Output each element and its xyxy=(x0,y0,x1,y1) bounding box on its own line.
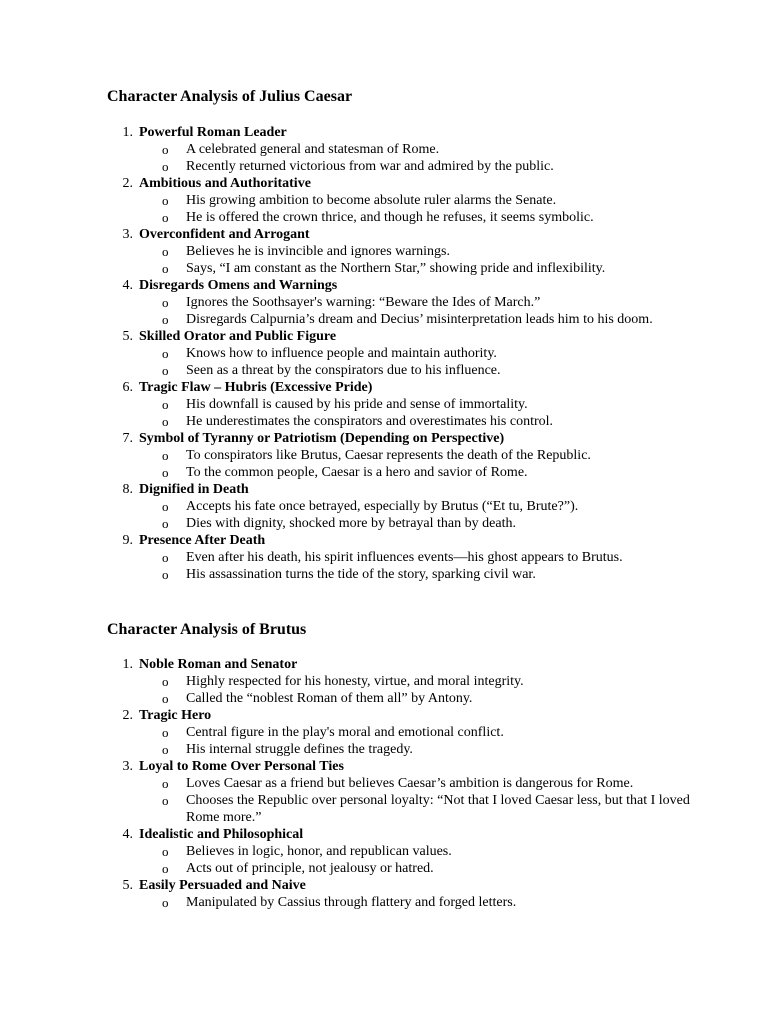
bullet-icon: o xyxy=(162,295,169,310)
sub-point-text: Central figure in the play's moral and emotional conflict. xyxy=(186,725,504,740)
sub-point xyxy=(113,209,693,226)
bullet-icon: o xyxy=(162,312,169,327)
brutus-traits-list xyxy=(113,656,693,911)
bullet-icon: o xyxy=(162,210,169,225)
bullet-icon: o xyxy=(162,674,169,689)
sub-point xyxy=(113,294,693,311)
sub-point-text: Manipulated by Cassius through flattery and forged letters. xyxy=(186,895,517,910)
sub-point xyxy=(113,775,693,792)
item-heading: Presence After Death xyxy=(139,533,266,548)
list-item xyxy=(113,226,693,277)
bullet-icon: o xyxy=(162,895,169,910)
sub-point-text: Says, “I am constant as the Northern Star,” showing pride and inflexibility. xyxy=(186,261,606,276)
sub-point xyxy=(113,311,693,328)
bullet-icon: o xyxy=(162,261,169,276)
item-number: 1. xyxy=(122,125,133,140)
sub-point-text: His assassination turns the tide of the story, sparking civil war. xyxy=(186,567,536,582)
sub-point xyxy=(113,894,693,911)
item-heading: Dignified in Death xyxy=(139,482,249,497)
item-number: 2. xyxy=(122,176,133,191)
bullet-icon: o xyxy=(162,414,169,429)
sub-point-text: He is offered the crown thrice, and though he refuses, it seems symbolic. xyxy=(186,210,594,225)
sub-point-text: He underestimates the conspirators and overestimates his control. xyxy=(186,414,554,429)
bullet-icon: o xyxy=(162,244,169,259)
sub-points-list xyxy=(113,192,693,226)
section-title-caesar xyxy=(93,87,352,107)
sub-point xyxy=(113,741,693,758)
sub-point-text: His downfall is caused by his pride and sense of immortality. xyxy=(186,397,528,412)
sub-points-list xyxy=(113,673,693,707)
list-item xyxy=(113,758,693,826)
sub-point xyxy=(113,413,693,430)
sub-point xyxy=(113,260,693,277)
item-heading: Noble Roman and Senator xyxy=(139,657,298,672)
list-item xyxy=(113,124,693,175)
sub-points-list xyxy=(113,396,693,430)
bullet-icon: o xyxy=(162,142,169,157)
bullet-icon: o xyxy=(162,776,169,791)
sub-point-text: Believes in logic, honor, and republican values. xyxy=(186,844,452,859)
sub-point xyxy=(113,515,693,532)
bullet-icon: o xyxy=(162,725,169,740)
item-heading: Disregards Omens and Warnings xyxy=(139,278,338,293)
sub-points-list xyxy=(113,775,693,826)
bullet-icon: o xyxy=(162,499,169,514)
sub-point-text: Seen as a threat by the conspirators due to his influence. xyxy=(186,363,501,378)
sub-point-text: Disregards Calpurnia’s dream and Decius’ misinterpretation leads him to his doom. xyxy=(186,312,653,327)
sub-point-text: Chooses the Republic over personal loyalty: “Not that I loved Caesar less, but that I loved Rome more.” xyxy=(186,793,690,825)
bullet-icon: o xyxy=(162,567,169,582)
list-item xyxy=(113,481,693,532)
sub-point xyxy=(113,141,693,158)
sub-point xyxy=(113,158,693,175)
list-item xyxy=(113,379,693,430)
sub-point xyxy=(113,345,693,362)
sub-point-text: To conspirators like Brutus, Caesar represents the death of the Republic. xyxy=(186,448,591,463)
item-heading: Tragic Hero xyxy=(139,708,212,723)
sub-point xyxy=(113,396,693,413)
sub-point-text: Loves Caesar as a friend but believes Caesar’s ambition is dangerous for Rome. xyxy=(186,776,634,791)
sub-point-text: Believes he is invincible and ignores warnings. xyxy=(186,244,450,259)
list-item xyxy=(113,328,693,379)
sub-point xyxy=(113,549,693,566)
sub-point xyxy=(113,673,693,690)
sub-point-text: Accepts his fate once betrayed, especially by Brutus (“Et tu, Brute?”). xyxy=(186,499,579,514)
sub-points-list xyxy=(113,294,693,328)
item-number: 8. xyxy=(122,482,133,497)
sub-point xyxy=(113,566,693,583)
sub-point-text: Called the “noblest Roman of them all” by Antony. xyxy=(186,691,473,706)
bullet-icon: o xyxy=(162,691,169,706)
sub-point xyxy=(113,362,693,379)
list-item xyxy=(113,826,693,877)
item-heading: Ambitious and Authoritative xyxy=(139,176,311,191)
item-heading: Skilled Orator and Public Figure xyxy=(139,329,337,344)
sub-point xyxy=(113,464,693,481)
list-item xyxy=(113,277,693,328)
sub-point xyxy=(113,498,693,515)
sub-point-text: Recently returned victorious from war and admired by the public. xyxy=(186,159,554,174)
item-number: 4. xyxy=(122,278,133,293)
bullet-icon: o xyxy=(162,397,169,412)
bullet-icon: o xyxy=(162,363,169,378)
bullet-icon: o xyxy=(162,550,169,565)
list-item xyxy=(113,877,693,911)
bullet-icon: o xyxy=(162,844,169,859)
item-number: 5. xyxy=(122,329,133,344)
sub-point-text: Ignores the Soothsayer's warning: “Beware the Ides of March.” xyxy=(186,295,541,310)
item-number: 9. xyxy=(122,533,133,548)
bullet-icon: o xyxy=(162,742,169,757)
item-number: 5. xyxy=(122,878,133,893)
list-item xyxy=(113,430,693,481)
bullet-icon: o xyxy=(162,159,169,174)
sub-points-list xyxy=(113,345,693,379)
sub-point-text: His growing ambition to become absolute ruler alarms the Senate. xyxy=(186,193,557,208)
sub-point-text: Even after his death, his spirit influences events—his ghost appears to Brutus. xyxy=(186,550,623,565)
sub-points-list xyxy=(113,724,693,758)
item-heading: Symbol of Tyranny or Patriotism (Depending on Perspective) xyxy=(139,431,505,446)
sub-point xyxy=(113,690,693,707)
caesar-traits-list xyxy=(113,124,693,583)
bullet-icon: o xyxy=(162,861,169,876)
sub-points-list xyxy=(113,141,693,175)
item-number: 1. xyxy=(122,657,133,672)
bullet-icon: o xyxy=(162,516,169,531)
sub-point xyxy=(113,843,693,860)
sub-points-list xyxy=(113,447,693,481)
item-heading: Loyal to Rome Over Personal Ties xyxy=(139,759,344,774)
item-heading: Easily Persuaded and Naive xyxy=(139,878,306,893)
item-number: 3. xyxy=(122,759,133,774)
bullet-icon: o xyxy=(162,793,169,808)
list-item xyxy=(113,656,693,707)
sub-point xyxy=(113,724,693,741)
sub-point xyxy=(113,792,693,826)
item-number: 4. xyxy=(122,827,133,842)
section-title-text: Character Analysis of Julius Caesar xyxy=(107,88,353,105)
sub-points-list xyxy=(113,243,693,277)
item-heading: Powerful Roman Leader xyxy=(139,125,287,140)
sub-point xyxy=(113,447,693,464)
list-item xyxy=(113,707,693,758)
item-number: 2. xyxy=(122,708,133,723)
sub-point xyxy=(113,860,693,877)
item-number: 6. xyxy=(122,380,133,395)
sub-point xyxy=(113,243,693,260)
list-item xyxy=(113,175,693,226)
sub-point-text: Acts out of principle, not jealousy or hatred. xyxy=(186,861,434,876)
bullet-icon: o xyxy=(162,346,169,361)
item-heading: Tragic Flaw – Hubris (Excessive Pride) xyxy=(139,380,373,395)
section-title-brutus xyxy=(93,620,306,640)
sub-point-text: Knows how to influence people and maintain authority. xyxy=(186,346,497,361)
sub-point xyxy=(113,192,693,209)
sub-points-list xyxy=(113,843,693,877)
sub-points-list xyxy=(113,549,693,583)
sub-point-text: To the common people, Caesar is a hero and savior of Rome. xyxy=(186,465,528,480)
sub-point-text: Dies with dignity, shocked more by betrayal than by death. xyxy=(186,516,516,531)
item-number: 7. xyxy=(122,431,133,446)
bullet-icon: o xyxy=(162,193,169,208)
item-heading: Overconfident and Arrogant xyxy=(139,227,310,242)
sub-point-text: A celebrated general and statesman of Rome. xyxy=(186,142,440,157)
bullet-icon: o xyxy=(162,465,169,480)
section-title-text: Character Analysis of Brutus xyxy=(107,621,307,638)
sub-points-list xyxy=(113,498,693,532)
sub-points-list xyxy=(113,894,693,911)
item-number: 3. xyxy=(122,227,133,242)
list-item xyxy=(113,532,693,583)
sub-point-text: His internal struggle defines the tragedy. xyxy=(186,742,413,757)
item-heading: Idealistic and Philosophical xyxy=(139,827,304,842)
bullet-icon: o xyxy=(162,448,169,463)
sub-point-text: Highly respected for his honesty, virtue, and moral integrity. xyxy=(186,674,524,689)
